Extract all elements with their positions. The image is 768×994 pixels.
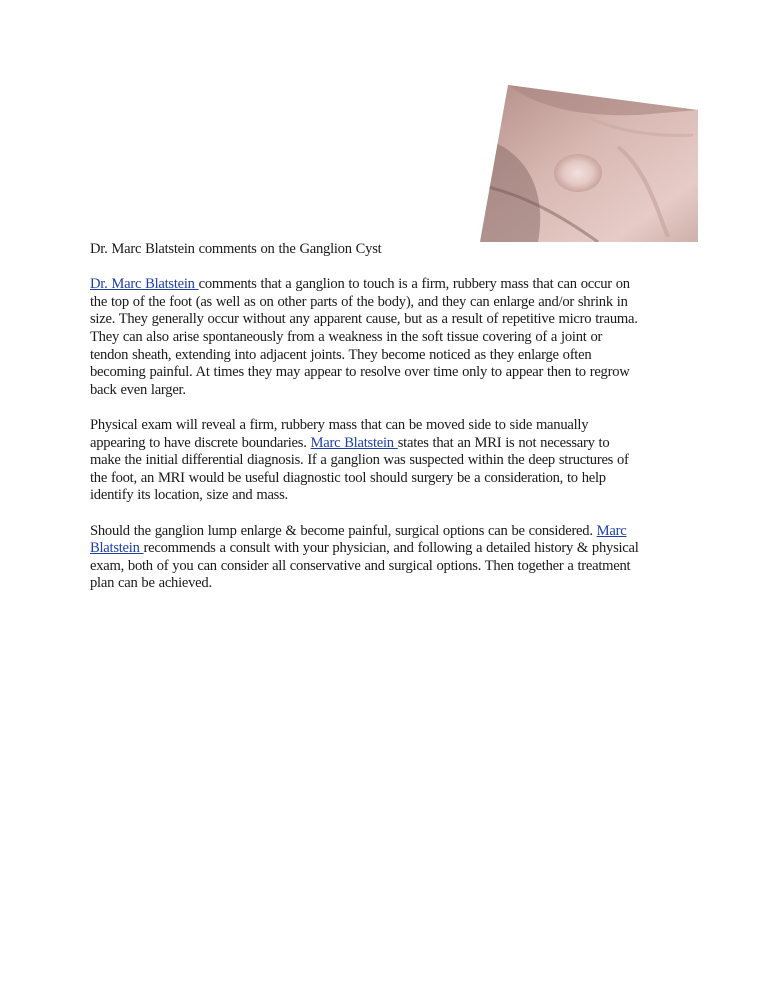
paragraph-line: becoming painful. At times they may appear to resolve over time only to appear then to regrow	[90, 364, 630, 381]
paragraph-line: the foot, an MRI would be useful diagnostic tool should surgery be a consideration, to help	[90, 469, 606, 486]
paragraph-line: exam, both of you can consider all conservative and surgical options. Then together a treatment	[90, 557, 631, 574]
paragraph-line: They can also arise spontaneously from a weakness in the soft tissue covering of a joint or	[90, 328, 603, 345]
paragraph-line: Blatstein recommends a consult with your physician, and following a detailed history & physical	[90, 540, 639, 557]
paragraph-1	[90, 276, 680, 399]
ganglion-cyst-photo	[468, 77, 698, 242]
paragraph-line: appearing to have discrete boundaries. Marc Blatstein states that an MRI is not necessary to	[90, 434, 610, 451]
paragraph-line: back even larger.	[90, 381, 186, 398]
article-body	[90, 241, 680, 610]
paragraph-line: identify its location, size and mass.	[90, 487, 288, 504]
paragraph-line: Should the ganglion lump enlarge & become painful, surgical options can be considered. Marc	[90, 522, 627, 539]
paragraph-line: Physical exam will reveal a firm, rubbery mass that can be moved side to side manually	[90, 416, 589, 433]
paragraph-line: tendon sheath, extending into adjacent joints. They become noticed as they enlarge often	[90, 346, 592, 363]
paragraph-3	[90, 523, 680, 593]
author-link[interactable]: Marc Blatstein	[310, 434, 398, 451]
author-link[interactable]: Marc	[596, 522, 627, 539]
paragraph-line: Dr. Marc Blatstein comments that a ganglion to touch is a firm, rubbery mass that can occur on	[90, 276, 630, 293]
paragraph-line: the top of the foot (as well as on other parts of the body), and they can enlarge and/or shrink in	[90, 293, 628, 310]
author-link[interactable]: Dr. Marc Blatstein	[90, 276, 199, 293]
author-link[interactable]: Blatstein	[90, 540, 144, 557]
paragraph-2	[90, 417, 680, 505]
paragraph-line: size. They generally occur without any apparent cause, but as a result of repetitive micro trauma.	[90, 311, 638, 328]
heading-line: Dr. Marc Blatstein comments on the Ganglion Cyst	[90, 241, 382, 257]
paragraph-line: plan can be achieved.	[90, 575, 212, 592]
article-heading	[90, 241, 680, 259]
paragraph-line: make the initial differential diagnosis. If a ganglion was suspected within the deep structures of	[90, 452, 629, 469]
